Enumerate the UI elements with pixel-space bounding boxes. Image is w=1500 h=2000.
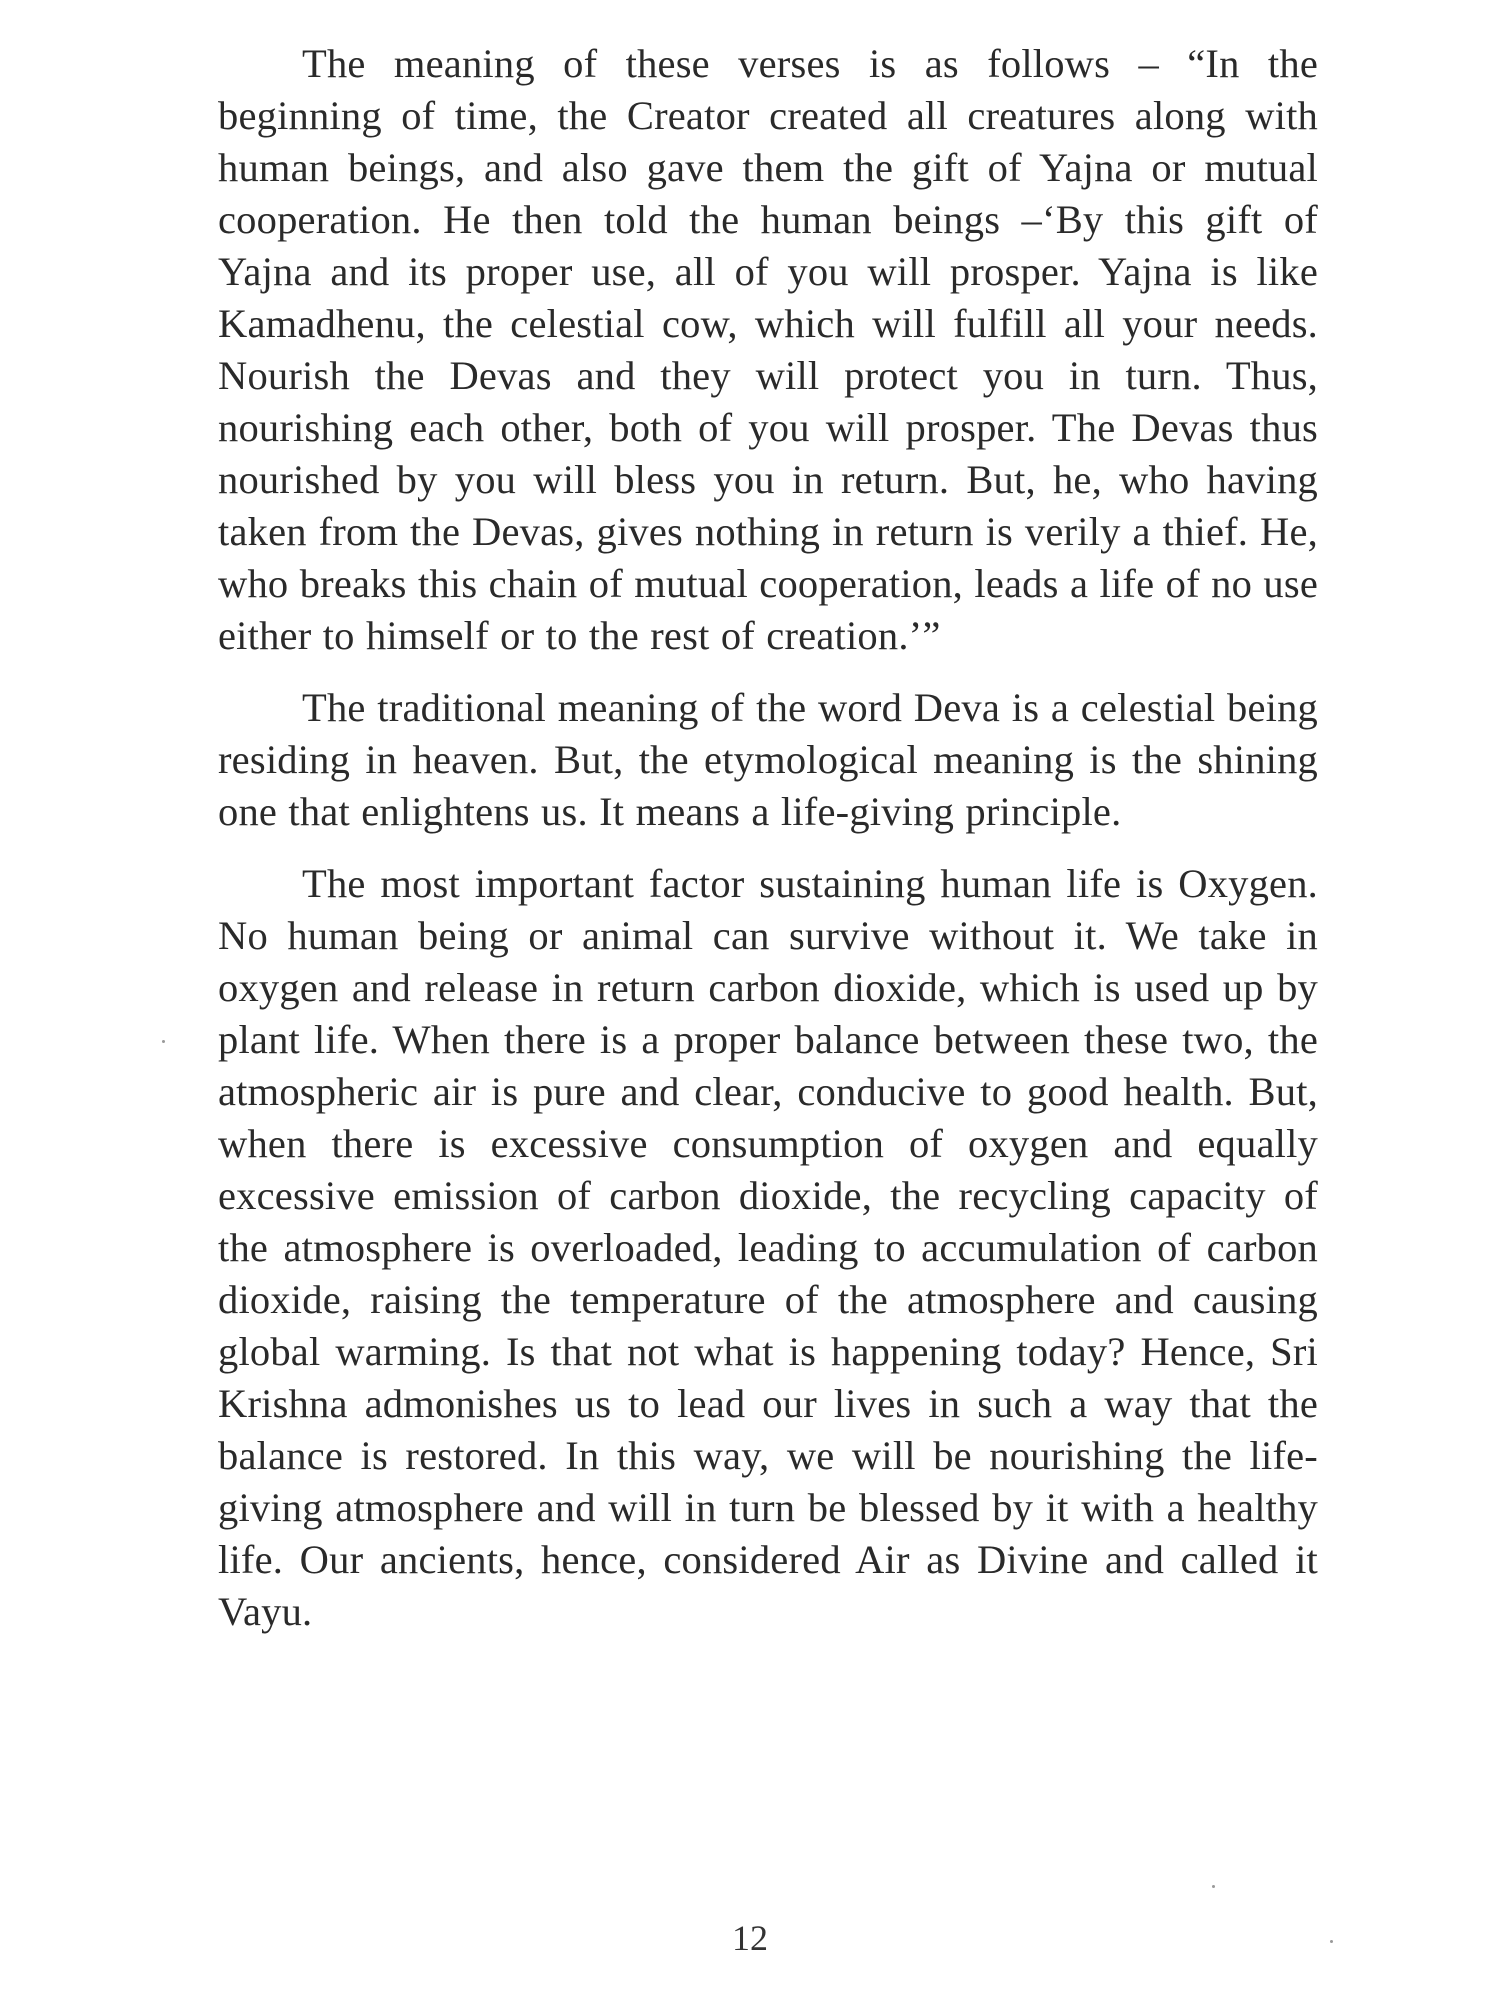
- scan-speck: [1330, 1940, 1333, 1943]
- scan-speck: [1212, 1885, 1215, 1888]
- body-text: [218, 38, 1318, 1658]
- paragraph-oxygen-balance: The most important factor sustaining human life is Oxygen. No human being or animal can survive without it. We take in oxygen and release in return carbon dioxide, which is used up by plant life. When there is a proper balance between these two, the atmospheric air is pure and clear, conducive to good health. But, when there is excessive consumption of oxygen and equally excessive emission of carbon dioxide, the recycling capacity of the atmosphere is overloaded, leading to accumulation of carbon dioxide, raising the temperature of the atmosphere and causing global warming. Is that not what is happening today? Hence, Sri Krishna admonishes us to lead our lives in such a way that the balance is restored. In this way, we will be nourishing the life-giving atmosphere and will in turn be blessed by it with a healthy life. Our ancients, hence, considered Air as Divine and called it Vayu.: [218, 861, 1318, 1634]
- paragraph-deva-meaning: The traditional meaning of the word Deva is a celestial being residing in heaven. But, the etymological meaning is the shining one that enlightens us. It means a life-giving principle.: [218, 685, 1318, 834]
- paragraph-verses-meaning: The meaning of these verses is as follows – “In the beginning of time, the Creator created all creatures along with human beings, and also gave them the gift of Yajna or mutual cooperation. He then told the human beings –‘By this gift of Yajna and its proper use, all of you will prosper. Yajna is like Kamadhenu, the celestial cow, which will fulfill all your needs. Nourish the Devas and they will protect you in turn. Thus, nourishing each other, both of you will prosper. The Devas thus nourished by you will bless you in return. But, he, who having taken from the Devas, gives nothing in return is verily a thief. He, who breaks this chain of mutual cooperation, leads a life of no use either to himself or to the rest of creation.’”: [218, 41, 1318, 658]
- page-number: 12: [732, 1918, 768, 1958]
- scan-speck: [162, 1040, 165, 1043]
